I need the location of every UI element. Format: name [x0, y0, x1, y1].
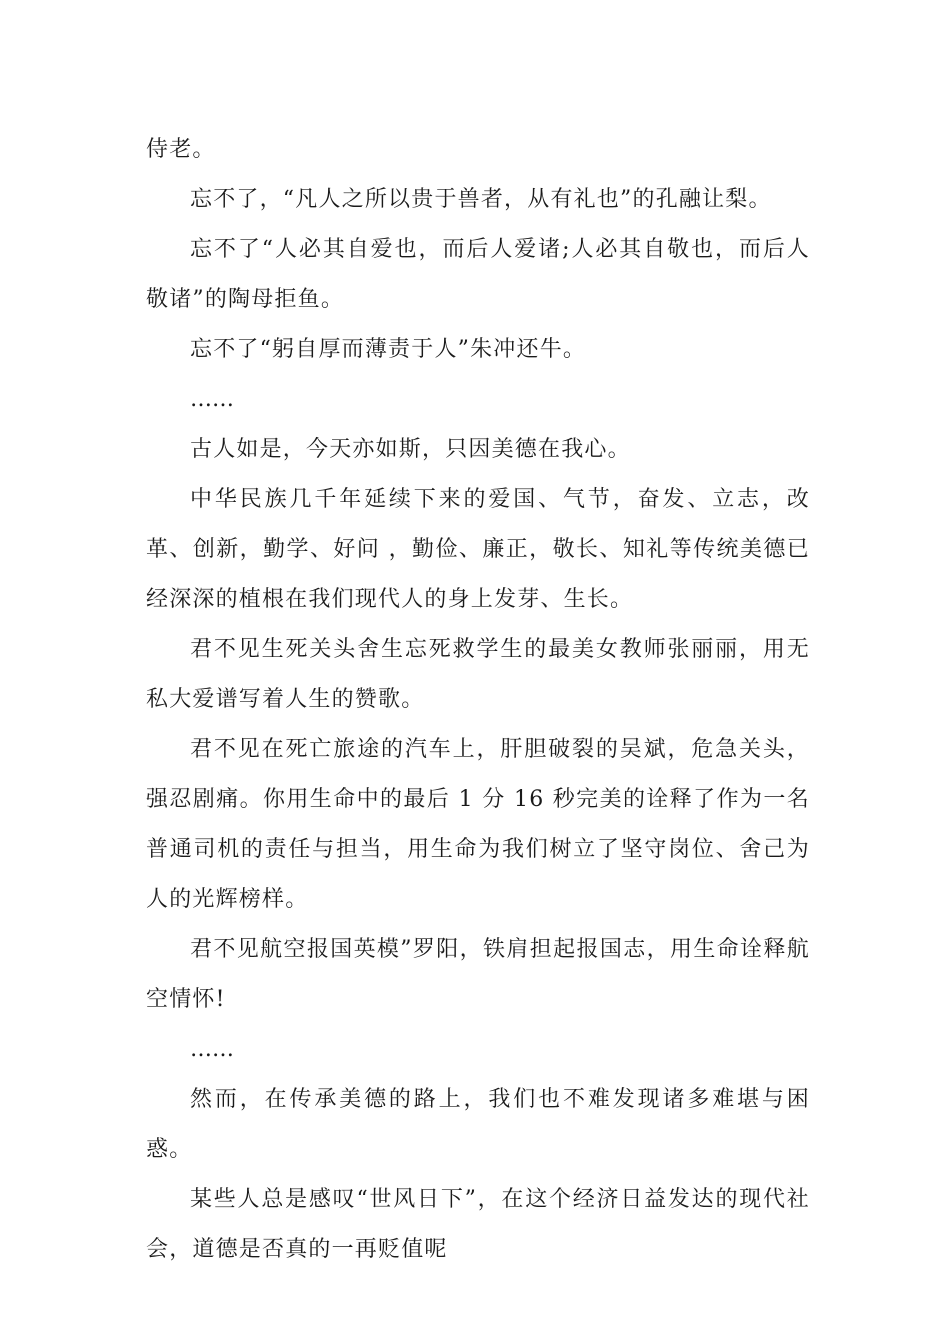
paragraph-9: 君不见航空报国英模”罗阳，铁肩担起报国志，用生命诠释航空情怀! [146, 937, 810, 1012]
paragraph-5: 古人如是，今天亦如斯，只因美德在我心。 [190, 437, 631, 462]
paragraph-11: 某些人总是感叹“世风日下”，在这个经济日益发达的现代社会，道德是否真的一再贬值呢 [146, 1187, 810, 1262]
paragraph-10: 然而，在传承美德的路上，我们也不难发现诸多难堪与困惑。 [146, 1087, 810, 1162]
paragraph-6: 中华民族几千年延续下来的爱国、气节，奋发、立志，改革、创新，勤学、好问 ，勤俭、廉正，敬长、知礼等传统美德已经深深的植根在我们现代人的身上发芽、生长。 [146, 487, 810, 612]
paragraph-3: 忘不了“人必其自爱也，而后人爱诸;人必其自敬也，而后人敬诸”的陶母拒鱼。 [146, 237, 810, 312]
paragraph-1: 侍老。 [146, 137, 216, 162]
ellipsis-1: …… [190, 387, 234, 412]
paragraph-7: 君不见生死关头舍生忘死救学生的最美女教师张丽丽，用无私大爱谱写着人生的赞歌。 [146, 637, 810, 712]
paragraph-8: 君不见在死亡旅途的汽车上，肝胆破裂的吴斌，危急关头，强忍剧痛。你用生命中的最后 1 分 16 秒完美的诠释了作为一名普通司机的责任与担当，用生命为我们树立了坚守岗位、舍己为人的光辉榜样。 [146, 737, 810, 912]
body-text [146, 125, 810, 1275]
ellipsis-2: …… [190, 1037, 234, 1062]
paragraph-4: 忘不了“躬自厚而薄责于人”朱冲还牛。 [190, 337, 587, 362]
paragraph-2: 忘不了，“凡人之所以贵于兽者，从有礼也”的孔融让梨。 [190, 187, 772, 212]
